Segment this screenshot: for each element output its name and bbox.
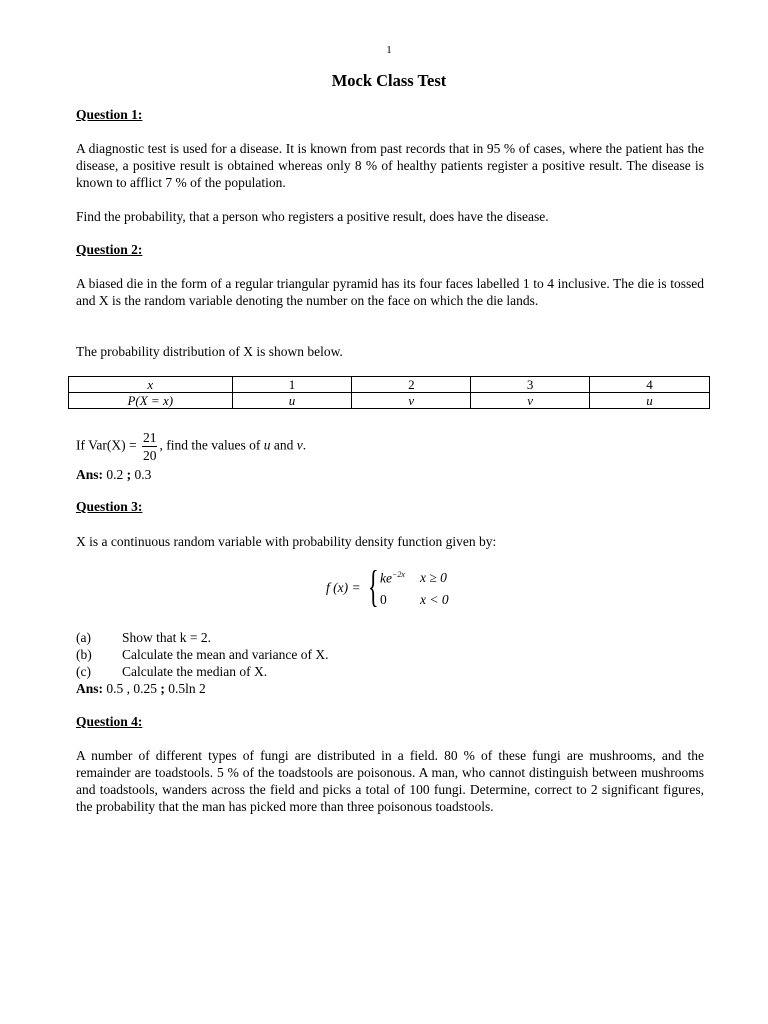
question-3-answer bbox=[76, 681, 206, 697]
item-label: (b) bbox=[76, 647, 92, 662]
variance-statement bbox=[76, 429, 306, 464]
variable-v: v bbox=[296, 437, 303, 453]
question-1-paragraph: A diagnostic test is used for a disease. It is known from past records that in 95 % of cases, where the patient has the disease, a positive result is obtained whereas only 8 % of healthy patients register a positive result. The disease is known to afflict 7 % of the population. bbox=[76, 141, 704, 190]
variance-lead-text: If Var(X) = bbox=[76, 437, 137, 453]
pdf-function-label: f (x) = bbox=[326, 580, 361, 595]
table-cell: 4 bbox=[590, 377, 710, 393]
question-3-heading: Question 3: bbox=[76, 499, 143, 514]
item-text: Calculate the mean and variance of X. bbox=[122, 647, 329, 662]
probability-distribution-table bbox=[68, 376, 710, 409]
question-4-paragraph: A number of different types of fungi are distributed in a field. 80 % of these fungi are mushrooms, and the remainder are toadstools. 5 % of the toadstools are poisonous. A man, who cannot distinguish between mushrooms and toadstools, wanders across the field and picks a total of 100 fungi. Determine, correct to 2 significant figures, the probability that the man has picked more than three poisonous toadstools. bbox=[76, 748, 704, 814]
table-cell: 1 bbox=[232, 377, 352, 393]
item-label: (a) bbox=[76, 630, 91, 645]
answer-label: Ans: bbox=[76, 681, 104, 696]
table-cell: P(X = x) bbox=[69, 393, 233, 409]
table-row bbox=[69, 393, 710, 409]
answer-separator: ; bbox=[126, 467, 132, 482]
table-cell: 2 bbox=[352, 377, 471, 393]
period: . bbox=[302, 437, 307, 453]
pdf-case-1-condition: x ≥ 0 bbox=[420, 570, 447, 585]
table-cell: 3 bbox=[471, 377, 590, 393]
left-brace: { bbox=[368, 562, 379, 611]
question-4-heading: Question 4: bbox=[76, 714, 143, 729]
item-label: (c) bbox=[76, 664, 91, 679]
item-text: Calculate the median of X. bbox=[122, 664, 268, 679]
question-2-intro: The probability distribution of X is shown below. bbox=[76, 344, 343, 359]
table-cell: x bbox=[69, 377, 233, 393]
fraction-numerator: 21 bbox=[142, 430, 157, 445]
page-title: Mock Class Test bbox=[331, 71, 447, 90]
question-3-paragraph: X is a continuous random variable with probability density function given by: bbox=[76, 534, 497, 549]
table-cell: v bbox=[471, 393, 590, 409]
variance-find-text: , find the values of bbox=[159, 437, 261, 453]
question-1-prompt: Find the probability, that a person who registers a positive result, does have the disease. bbox=[76, 209, 549, 224]
table-row bbox=[69, 377, 710, 393]
question-2-answer bbox=[76, 467, 151, 483]
pdf-case-2-condition: x < 0 bbox=[420, 592, 449, 607]
answer-value: 0.3 bbox=[134, 467, 152, 482]
answer-value: 0.5 , 0.25 bbox=[106, 681, 158, 696]
table-cell: u bbox=[590, 393, 710, 409]
page-number: 1 bbox=[386, 44, 392, 56]
pdf-case-1-expression: $ke^{-2x}$ bbox=[380, 570, 405, 586]
question-2-paragraph: A biased die in the form of a regular triangular pyramid has its four faces labelled 1 to 4 inclusive. The die is tossed and X is the random variable denoting the number on the face on which the die lands. bbox=[76, 276, 704, 308]
variance-fraction bbox=[142, 429, 158, 464]
variable-u: u bbox=[263, 437, 271, 453]
answer-value: 0.2 bbox=[106, 467, 124, 482]
table-cell: u bbox=[232, 393, 352, 409]
question-1-heading: Question 1: bbox=[76, 107, 143, 122]
answer-value: 0.5ln 2 bbox=[168, 681, 206, 696]
item-text: Show that k = 2. bbox=[122, 630, 211, 645]
fraction-denominator: 20 bbox=[142, 448, 157, 463]
question-2-heading: Question 2: bbox=[76, 242, 143, 257]
and-text: and bbox=[273, 437, 294, 453]
answer-label: Ans: bbox=[76, 467, 104, 482]
table-cell: v bbox=[352, 393, 471, 409]
pdf-case-2-expression: 0 bbox=[380, 592, 387, 607]
answer-separator: ; bbox=[160, 681, 165, 696]
